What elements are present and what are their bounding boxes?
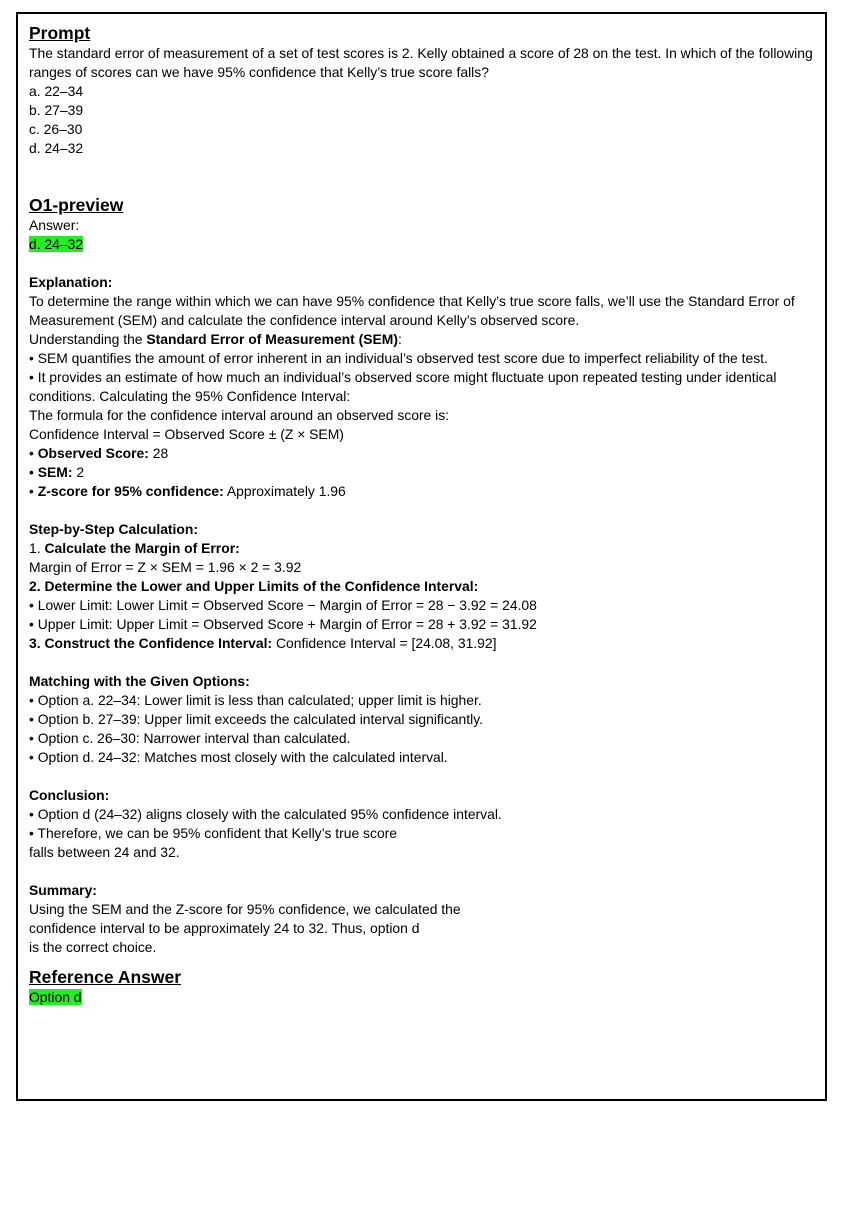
prompt-option-a: a. 22–34 <box>29 83 84 99</box>
step-1-formula: Margin of Error = Z × SEM = 1.96 × 2 = 3.92 <box>29 559 302 575</box>
sem-bullet: • SEM: 2 <box>29 464 85 480</box>
summary-line: confidence interval to be approximately 24 to 32. Thus, option d <box>29 920 420 936</box>
reference-heading: Reference Answer <box>29 967 182 987</box>
answer-label: Answer: <box>29 217 80 233</box>
step-2: 2. Determine the Lower and Upper Limits of the Confidence Interval: <box>29 578 479 594</box>
prompt-option-d: d. 24–32 <box>29 140 84 156</box>
conclusion-line: • Option d (24–32) aligns closely with the calculated 95% confidence interval. <box>29 806 502 822</box>
observed-score-bullet: • Observed Score: 28 <box>29 445 169 461</box>
sem-bullet-2: • It provides an estimate of how much an individual’s observed score might fluctuate upon repeated testing under identical conditions. Calculating the 95% Confidence Interval: <box>29 369 777 404</box>
document-frame <box>16 12 827 1101</box>
matching-item: • Option b. 27–39: Upper limit exceeds the calculated interval significantly. <box>29 711 483 727</box>
explanation-title: Explanation: <box>29 274 113 290</box>
step-3: 3. Construct the Confidence Interval: Confidence Interval = [24.08, 31.92] <box>29 635 497 651</box>
upper-limit: • Upper Limit: Upper Limit = Observed Score + Margin of Error = 28 + 3.92 = 31.92 <box>29 616 537 632</box>
formula-intro: The formula for the confidence interval around an observed score is: <box>29 407 450 423</box>
matching-item: • Option c. 26–30: Narrower interval than calculated. <box>29 730 351 746</box>
sem-bullet-1: • SEM quantifies the amount of error inherent in an individual’s observed test score due to imperfect reliability of the test. <box>29 350 768 366</box>
answer-highlight: d. 24–32 <box>29 236 84 252</box>
formula: Confidence Interval = Observed Score ± (Z × SEM) <box>29 426 344 442</box>
summary-line: is the correct choice. <box>29 939 157 955</box>
reference-answer-highlight: Option d <box>29 989 82 1005</box>
z-score-bullet: • Z-score for 95% confidence: Approximately 1.96 <box>29 483 346 499</box>
prompt-option-b: b. 27–39 <box>29 102 84 118</box>
explanation-intro: To determine the range within which we can have 95% confidence that Kelly’s true score falls, we’ll use the Standard Error of Measurement (SEM) and calculate the confidence interval around Kelly’s observed score. <box>29 293 795 328</box>
matching-item: • Option d. 24–32: Matches most closely with the calculated interval. <box>29 749 448 765</box>
conclusion-line: • Therefore, we can be 95% confident that Kelly’s true score <box>29 825 398 841</box>
prompt-option-c: c. 26–30 <box>29 121 83 137</box>
understanding-line: Understanding the Standard Error of Measurement (SEM): <box>29 331 402 347</box>
step-1: 1. Calculate the Margin of Error: <box>29 540 240 556</box>
prompt-question: The standard error of measurement of a set of test scores is 2. Kelly obtained a score of 28 on the test. In which of the following ranges of scores can we have 95% confidence that Kelly’s true score falls? <box>29 45 813 80</box>
steps-title: Step-by-Step Calculation: <box>29 521 199 537</box>
matching-title: Matching with the Given Options: <box>29 673 250 689</box>
conclusion-title: Conclusion: <box>29 787 110 803</box>
summary-title: Summary: <box>29 882 97 898</box>
o1-preview-heading: O1-preview <box>29 195 124 215</box>
lower-limit: • Lower Limit: Lower Limit = Observed Score − Margin of Error = 28 − 3.92 = 24.08 <box>29 597 537 613</box>
summary-line: Using the SEM and the Z-score for 95% confidence, we calculated the <box>29 901 461 917</box>
conclusion-line: falls between 24 and 32. <box>29 844 180 860</box>
matching-item: • Option a. 22–34: Lower limit is less than calculated; upper limit is higher. <box>29 692 482 708</box>
prompt-heading: Prompt <box>29 23 91 43</box>
